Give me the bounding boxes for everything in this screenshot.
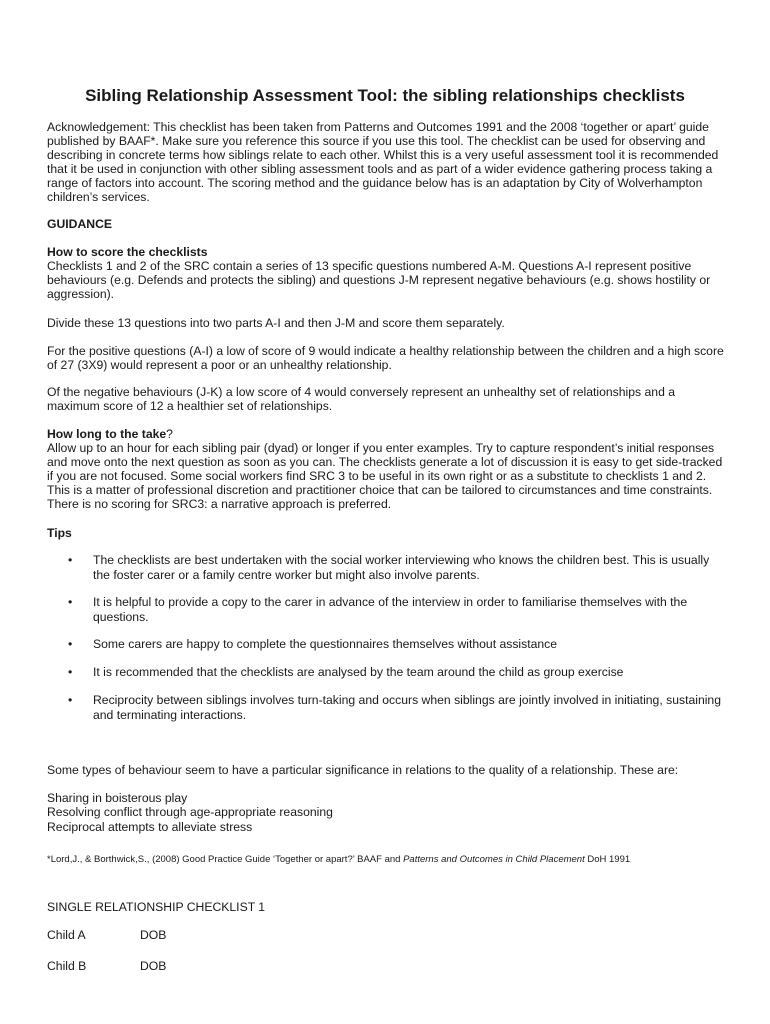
guidance-heading: GUIDANCE <box>47 217 113 231</box>
document-title: Sibling Relationship Assessment Tool: the sibling relationships checklists <box>85 86 685 105</box>
tip-text: It is helpful to provide a copy to the carer in advance of the interview in order to familiarise themselves with the questions. <box>93 595 688 624</box>
child-a-row <box>47 928 167 942</box>
bullet-icon: • <box>68 693 73 707</box>
bullet-icon: • <box>68 595 73 609</box>
tip-text: It is recommended that the checklists are analysed by the team around the child as group exercise <box>93 665 624 679</box>
behaviour-item: Resolving conflict through age-appropriate reasoning <box>47 805 333 819</box>
child-b-row <box>47 959 167 973</box>
score-heading: How to score the checklists <box>47 245 208 259</box>
footnote-italic: Patterns and Outcomes in Child Placement <box>403 853 585 865</box>
tip-text: Reciprocity between siblings involves turn-taking and occurs when siblings are jointly involved in initiating, sustaining and terminating interactions. <box>93 693 721 722</box>
checklist-heading: SINGLE RELATIONSHIP CHECKLIST 1 <box>47 900 266 914</box>
howlong-heading-line <box>47 427 727 441</box>
behaviour-item: Reciprocal attempts to alleviate stress <box>47 820 253 834</box>
footnote-prefix: *Lord,J., & Borthwick,S., (2008) Good Practice Guide ‘Together or apart?’ BAAF and <box>47 853 404 865</box>
footnote <box>47 854 727 866</box>
tip-text: The checklists are best undertaken with the social worker interviewing who knows the children best. This is usually the foster carer or a family centre worker but might also involve parents. <box>93 553 710 582</box>
behaviour-item: Sharing in boisterous play <box>47 791 188 805</box>
acknowledgement-paragraph: Acknowledgement: This checklist has been taken from Patterns and Outcomes 1991 and the 2008 ‘together or apart’ guide published by BAAF*. Make sure you reference this source if you use this tool. The checklist can be used for observing and describing in concrete terms how siblings relate to each other. Whilst this is a very useful assessment tool it is recommended that it be used in conjunction with other sibling assessment tools and as part of a wider evidence gathering process taking a range of factors into account. The scoring method and the guidance below has is an adaptation by City of Wolverhampton children’s services. <box>47 120 719 204</box>
tips-heading: Tips <box>47 526 72 540</box>
bullet-icon: • <box>68 553 73 567</box>
child-a-label: Child A <box>47 928 86 942</box>
bullet-icon: • <box>68 637 73 651</box>
footnote-suffix: DoH 1991 <box>584 853 631 865</box>
score-paragraph-1: Checklists 1 and 2 of the SRC contain a series of 13 specific questions numbered A-M. Questions A-I represent positive behaviours (e.g. Defends and protects the sibling) and questions J-M represent negative behaviours (e.g. shows hostility or aggression). <box>47 259 711 301</box>
child-a-dob-label: DOB <box>140 928 167 942</box>
bullet-icon: • <box>68 665 73 679</box>
child-b-label: Child B <box>47 959 87 973</box>
tip-text: Some carers are happy to complete the questionnaires themselves without assistance <box>93 637 558 651</box>
howlong-paragraph: Allow up to an hour for each sibling pair (dyad) or longer if you enter examples. Try to capture respondent’s initial responses and move onto the next question as soon as you can. The checklists generate a lot of discussion it is easy to get side-tracked if you are not focused. Some social workers find SRC 3 to be useful in its own right or as a substitute to checklists 1 and 2. This is a matter of professional discretion and practitioner choice that can be tailored to circumstances and time constraints. There is no scoring for SRC3: a narrative approach is preferred. <box>47 441 723 511</box>
score-paragraph-2: Divide these 13 questions into two parts A-I and then J-M and score them separately. <box>47 316 505 330</box>
significance-paragraph: Some types of behaviour seem to have a particular significance in relations to the quality of a relationship. These are: <box>47 763 679 777</box>
howlong-heading-suffix: ? <box>166 427 173 441</box>
score-paragraph-3: For the positive questions (A-I) a low of score of 9 would indicate a healthy relationship between the children and a high score of 27 (3X9) would represent a poor or an unhealthy relationship. <box>47 344 724 372</box>
howlong-heading: How long to the take <box>47 427 167 441</box>
score-paragraph-4: Of the negative behaviours (J-K) a low score of 4 would conversely represent an unhealthy set of relationships and a maximum score of 12 a healthier set of relationships. <box>47 385 676 413</box>
child-b-dob-label: DOB <box>140 959 167 973</box>
